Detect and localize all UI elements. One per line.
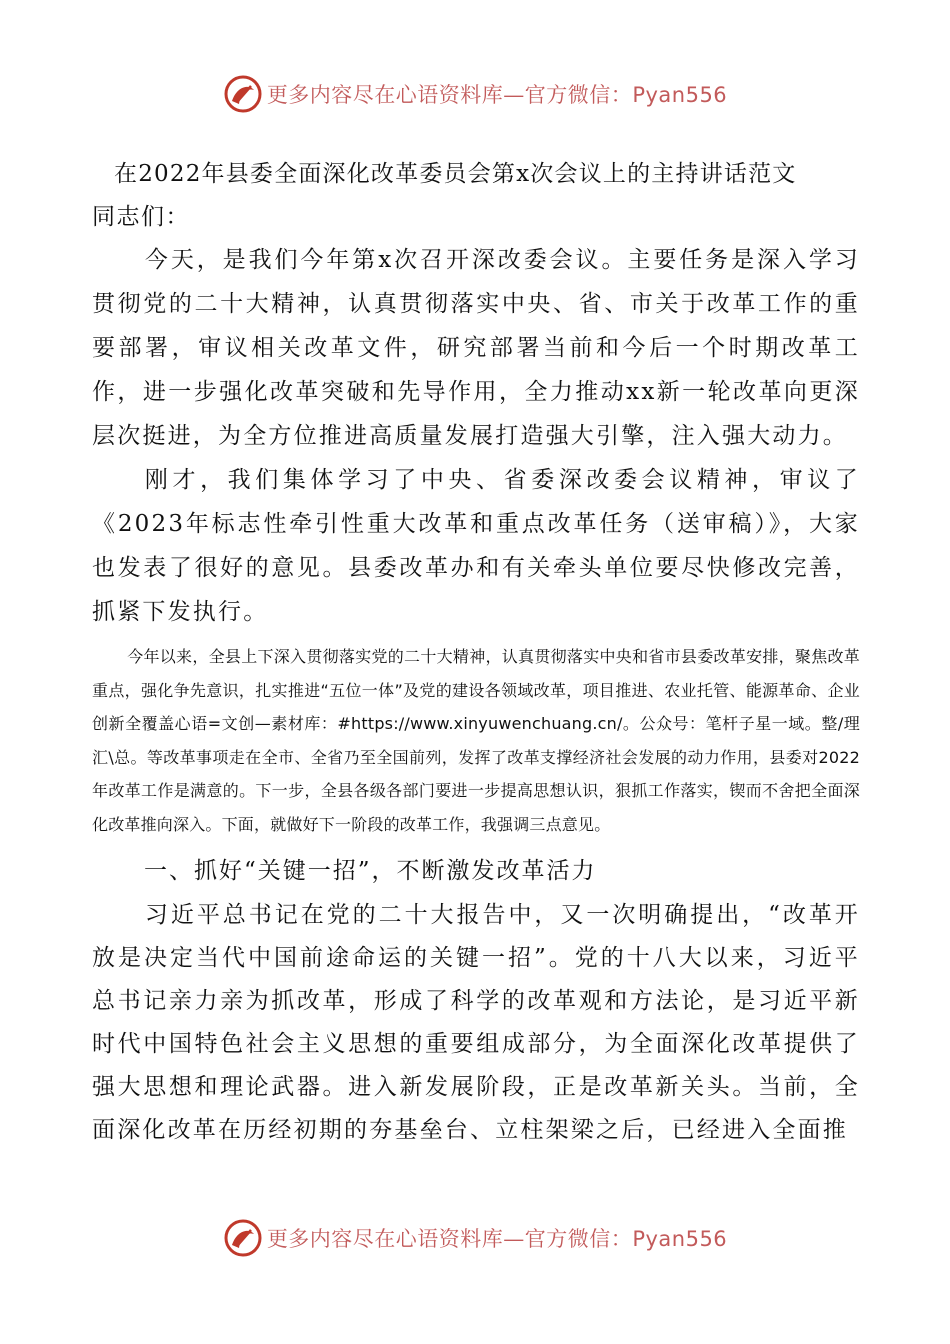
banner-wechat-id: Pyan556: [632, 83, 728, 107]
footer-banner: [0, 1216, 950, 1260]
brand-logo-icon: [223, 74, 263, 114]
banner-text-main: 更多内容尽在心语资料库—官方微信：: [266, 83, 633, 107]
paragraph-1: 今天，是我们今年第x次召开深改委会议。主要任务是深入学习贯彻党的二十大精神，认真贯彻落实中央、省、市关于改革工作的重要部署，审议相关改革文件，研究部署当前和今后一个时期改革工作，进一步强化改革突破和先导作用，全力推动xx新一轮改革向更深层次挺进，为全方位推进高质量发展打造强大引擎，注入强大动力。: [92, 247, 860, 449]
footer-banner-text: [267, 1223, 727, 1253]
paragraph-2: 刚才，我们集体学习了中央、省委深改委会议精神，审议了《2023年标志性牵引性重大改革和重点改革任务（送审稿）》，大家也发表了很好的意见。县委改革办和有关牵头单位要尽快修改完善，抓紧下发执行。: [92, 467, 860, 625]
section-1-paragraph: 习近平总书记在党的二十大报告中，又一次明确提出，“改革开放是决定当代中国前途命运的关键一招”。党的十八大以来，习近平总书记亲力亲为抓改革，形成了科学的改革观和方法论，是习近平新时代中国特色社会主义思想的重要组成部分，为全面深化改革提供了强大思想和理论武器。进入新发展阶段，正是改革新关头。当前，全面深化改革在历经初期的夯基垒台、立柱架梁之后，已经进入全面推: [92, 901, 860, 1143]
banner-text: [267, 79, 727, 109]
footer-banner-text-main: 更多内容尽在心语资料库—官方微信：: [266, 1227, 633, 1251]
document-body: [92, 152, 860, 1152]
document-title: 在2022年县委全面深化改革委员会第x次会议上的主持讲话范文: [114, 161, 797, 187]
section-heading-1: 一、抓好“关键一招”，不断激发改革活力: [144, 857, 597, 884]
greeting: 同志们：: [92, 204, 190, 230]
paragraph-3: 今年以来，全县上下深入贯彻落实党的二十大精神，认真贯彻落实中央和省市县委改革安排，聚焦改革重点，强化争先意识，扎实推进“五位一体”及党的建设各领域改革，项目推进、农业托管、能源革命、企业创新全覆盖心语=文创—素材库：#https://www.xinyuwenchuang.cn/。公众号：笔杆子星一域。整/理汇\总。等改革事项走在全市、全省乃至全国前列，发挥了改革支撑经济社会发展的动力作用，县委对2022年改革工作是满意的。下一步，全县各级各部门要进一步提高思想认识，狠抓工作落实，锲而不舍把全面深化改革推向深入。下面，就做好下一阶段的改革工作，我强调三点意见。: [92, 647, 860, 834]
brand-logo-icon-footer: [223, 1218, 263, 1258]
header-banner: [0, 72, 950, 116]
footer-banner-wechat-id: Pyan556: [632, 1227, 728, 1251]
